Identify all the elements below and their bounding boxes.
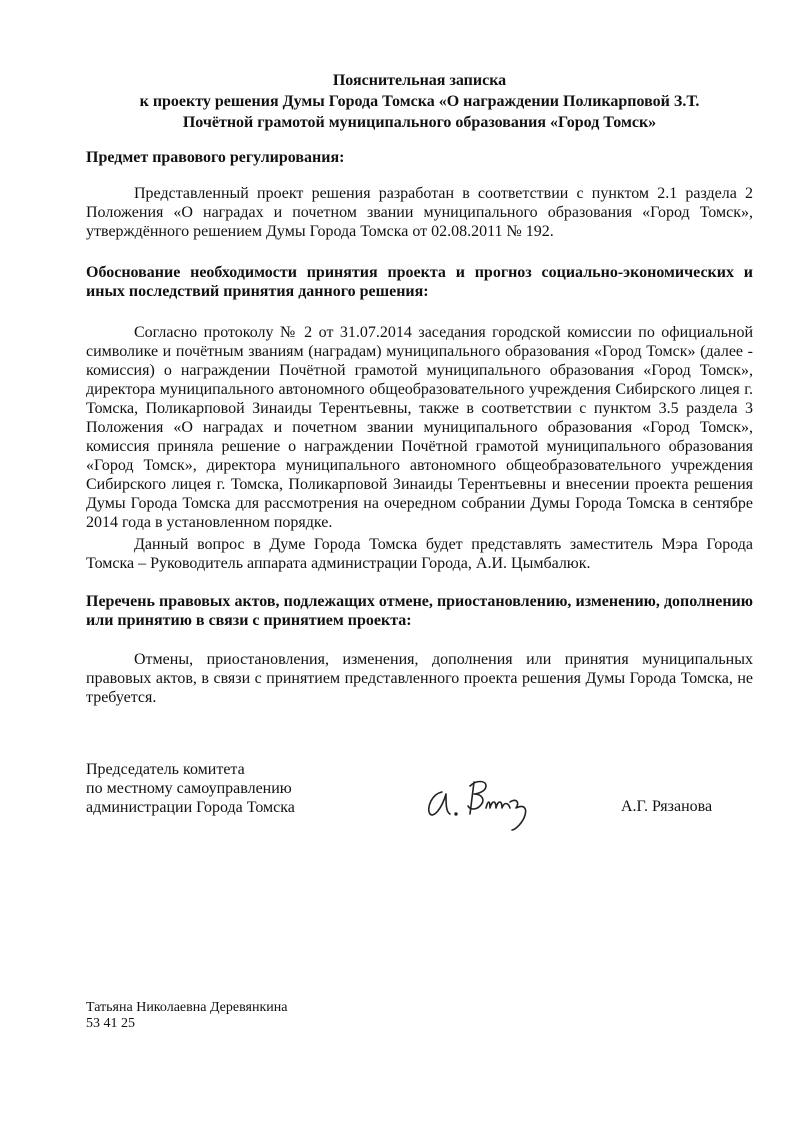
title-line-1: Пояснительная записка — [332, 72, 507, 89]
signatory-position — [86, 760, 295, 817]
executor-phone: 53 41 25 — [86, 1016, 135, 1031]
signature-icon — [420, 772, 550, 832]
paragraph-justification: Согласно протоколу № 2 от 31.07.2014 заседания городской комиссии по официальной символике и почётным званиям (наградам) муниципального образования «Город Томск» (далее - комиссия) о награждении Почётной грамотой муниципального образования «Город Томск», директора муниципального автономного общеобразовательного учреждения Сибирского лицея г. Томска, Поликарповой Зинаиды Терентьевны, также в соответствии с пунктом 3.5 раздела 3 Положения «О наградах и почетном звании муниципального образования «Город Томск», комиссия приняла решение о награждении Почётной грамотой муниципального образования «Город Томск», директора муниципального автономного общеобразовательного учреждения Сибирского лицея г. Томска, Поликарповой Зинаиды Терентьевны и внесении проекта решения Думы Города Томска для рассмотрения на очередном собрании Думы Города Томска в сентябре 2014 года в установленном порядке. — [86, 324, 753, 531]
document-title — [86, 70, 753, 133]
title-line-3: Почётной грамотой муниципального образования «Город Томск» — [182, 114, 657, 131]
paragraph-presenter: Данный вопрос в Думе Города Томска будет представлять заместитель Мэра Города Томска – Руководитель аппарата администрации Города, А.И. Цымбалюк. — [86, 536, 753, 572]
executor-info — [86, 1000, 287, 1032]
signatory-position-line-1: Председатель комитета — [86, 761, 245, 778]
signatory-name: А.Г. Рязанова — [621, 798, 713, 815]
title-line-2: к проекту решения Думы Города Томска «О награждении Поликарповой З.Т. — [139, 93, 700, 110]
section-heading-legal-acts: Перечень правовых актов, подлежащих отмене, приостановлению, изменению, дополнению или принятию в связи с принятием проекта: — [86, 593, 753, 629]
signatory-position-line-2: по местному самоуправлению — [86, 780, 292, 797]
paragraph-subject: Представленный проект решения разработан в соответствии с пунктом 2.1 раздела 2 Положения «О наградах и почетном звании муниципального образования «Город Томск», утверждённого решением Думы Города Томска от 02.08.2011 № 192. — [86, 185, 753, 240]
executor-name: Татьяна Николаевна Деревянкина — [86, 1000, 288, 1015]
section-heading-justification: Обоснование необходимости принятия проекта и прогноз социально-экономических и иных последствий принятия данного решения: — [86, 264, 753, 300]
signatory-position-line-3: администрации Города Томска — [86, 799, 295, 816]
paragraph-legal-acts: Отмены, приостановления, изменения, дополнения или принятия муниципальных правовых актов, в связи с принятием представленного проекта решения Думы Города Томска, не требуется. — [86, 651, 753, 706]
section-heading-subject: Предмет правового регулирования: — [86, 149, 345, 166]
